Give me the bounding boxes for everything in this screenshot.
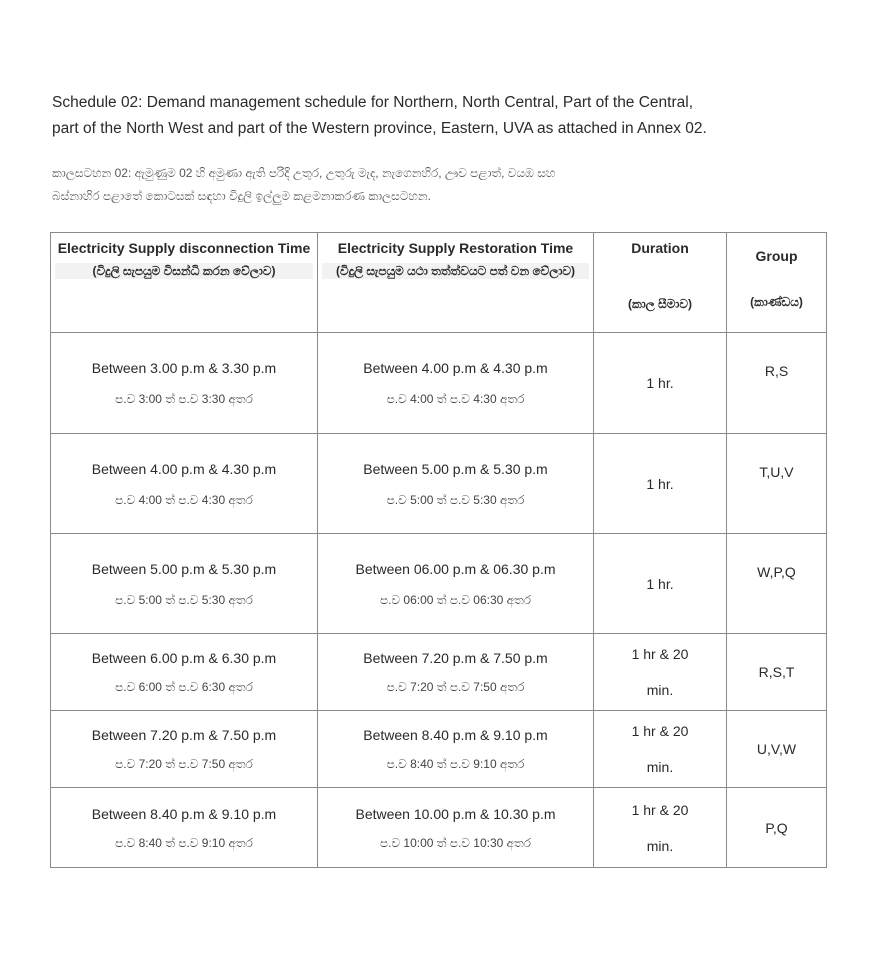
heading-line-2: part of the North West and part of the Western province, Eastern, UVA as attached in Annex 02. — [52, 120, 707, 137]
duration-cell: 1 hr & 20 min. — [594, 634, 727, 711]
heading-line-1: Schedule 02: Demand management schedule for Northern, North Central, Part of the Central, — [52, 94, 694, 111]
group-cell: W,P,Q — [727, 534, 827, 634]
disconnect-cell: Between 7.20 p.m & 7.50 p.m ප.ව 7:20 ත් ප.ව 7:50 අතර — [51, 711, 318, 788]
disconnect-cell: Between 5.00 p.m & 5.30 p.m ප.ව 5:00 ත් ප.ව 5:30 අතර — [51, 534, 318, 634]
table-row — [51, 788, 827, 868]
header-group: Group (කාණ්ඩය) — [727, 233, 827, 333]
sinhala-line-1: කාලසටහන 02: ඇමුණුම 02 හි අමුණා ඇති පරිදි උතුර, උතුරු මැද, නැගෙනහිර, ඌව පළාත්, වයඹ සහ — [52, 166, 556, 180]
group-cell: U,V,W — [727, 711, 827, 788]
disconnect-cell: Between 8.40 p.m & 9.10 p.m ප.ව 8:40 ත් ප.ව 9:10 අතර — [51, 788, 318, 868]
table-row — [51, 434, 827, 534]
table-row — [51, 333, 827, 434]
disconnect-cell: Between 3.00 p.m & 3.30 p.m ප.ව 3:00 ත් ප.ව 3:30 අතර — [51, 333, 318, 434]
disconnect-cell: Between 6.00 p.m & 6.30 p.m ප.ව 6:00 ත් ප.ව 6:30 අතර — [51, 634, 318, 711]
restore-cell: Between 5.00 p.m & 5.30 p.m ප.ව 5:00 ත් ප.ව 5:30 අතර — [318, 434, 594, 534]
sinhala-line-2: බස්නාහිර පළාතේ කොටසක් සඳහා විදුලි ඉල්ලුම කළමනාකරණ කාලසටහන. — [52, 189, 431, 203]
group-cell: R,S,T — [727, 634, 827, 711]
schedule-table — [50, 232, 827, 868]
table-header-row — [51, 233, 827, 333]
duration-cell: 1 hr. — [594, 434, 727, 534]
header-group-si: (කාණ්ඩය) — [750, 295, 803, 309]
table-row — [51, 711, 827, 788]
document-heading — [52, 90, 842, 142]
header-duration: Duration (කාල සීමාව) — [594, 233, 727, 333]
group-cell: R,S — [727, 333, 827, 434]
header-restoration-time: Electricity Supply Restoration Time (විදුලි සැපයුම යථා තත්ත්වයට පත් වන වේලාව) — [318, 233, 594, 333]
restore-cell: Between 8.40 p.m & 9.10 p.m ප.ව 8:40 ත් ප.ව 9:10 අතර — [318, 711, 594, 788]
duration-cell: 1 hr & 20 min. — [594, 788, 727, 868]
restore-cell: Between 10.00 p.m & 10.30 p.m ප.ව 10:00 ත් ප.ව 10:30 අතර — [318, 788, 594, 868]
header-duration-si: (කාල සීමාව) — [627, 297, 692, 311]
table-row — [51, 634, 827, 711]
duration-cell: 1 hr. — [594, 333, 727, 434]
group-cell: T,U,V — [727, 434, 827, 534]
sinhala-heading — [52, 162, 842, 208]
header-restoration-time-si: (විදුලි සැපයුම යථා තත්ත්වයට පත් වන වේලාව) — [322, 263, 589, 279]
group-cell: P,Q — [727, 788, 827, 868]
disconnect-cell: Between 4.00 p.m & 4.30 p.m ප.ව 4:00 ත් ප.ව 4:30 අතර — [51, 434, 318, 534]
header-disconnect-time-si: (විදුලි සැපයුම විසන්ධි කරන වේලාව) — [55, 263, 313, 279]
restore-cell: Between 06.00 p.m & 06.30 p.m ප.ව 06:00 ත් ප.ව 06:30 අතර — [318, 534, 594, 634]
restore-cell: Between 7.20 p.m & 7.50 p.m ප.ව 7:20 ත් ප.ව 7:50 අතර — [318, 634, 594, 711]
duration-cell: 1 hr. — [594, 534, 727, 634]
header-disconnect-time: Electricity Supply disconnection Time (විදුලි සැපයුම විසන්ධි කරන වේලාව) — [51, 233, 318, 333]
restore-cell: Between 4.00 p.m & 4.30 p.m ප.ව 4:00 ත් ප.ව 4:30 අතර — [318, 333, 594, 434]
duration-cell: 1 hr & 20 min. — [594, 711, 727, 788]
table-row — [51, 534, 827, 634]
